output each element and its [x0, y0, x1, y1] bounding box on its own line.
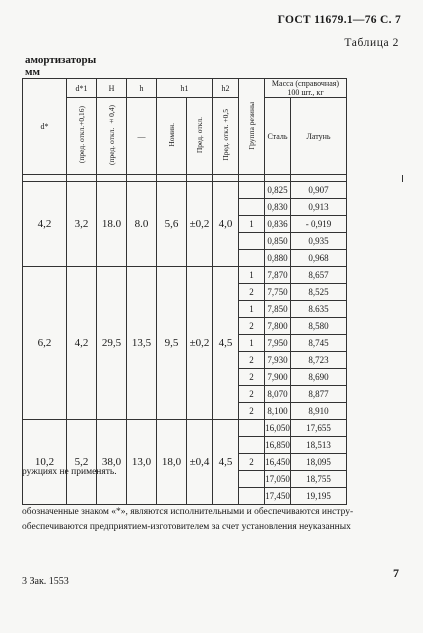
cell-steel: 17,050	[265, 471, 291, 488]
col-h: h	[127, 79, 157, 98]
cell-rubber-group: 2	[239, 284, 265, 301]
cell-d1: 5,2	[67, 420, 97, 505]
order-number: 3 Зак. 1553	[22, 576, 69, 587]
cell-rubber-group: 2	[239, 318, 265, 335]
cell-steel: 7,900	[265, 369, 291, 386]
cell-brass: 0,935	[291, 233, 347, 250]
cell-brass: 18,095	[291, 454, 347, 471]
cell-brass: 8,657	[291, 267, 347, 284]
col-steel: Сталь	[265, 98, 291, 175]
cell-rubber-group: 1	[239, 267, 265, 284]
col-h1-nom: Номин.	[157, 98, 187, 175]
cell-steel: 0,836	[265, 216, 291, 233]
cell-h2: 4,5	[213, 420, 239, 505]
cell-brass: - 0,919	[291, 216, 347, 233]
col-h1: h1	[157, 79, 213, 98]
col-H-tol: (пред. откл. ±0,4)	[97, 98, 127, 175]
col-brass: Латунь	[291, 98, 347, 175]
cell-rubber-group: 2	[239, 454, 265, 471]
cell-h1-nom: 9,5	[157, 267, 187, 420]
cell-steel: 0,850	[265, 233, 291, 250]
cell-rubber-group	[239, 471, 265, 488]
table-body	[23, 175, 403, 505]
cell-h1-nom: 5,6	[157, 182, 187, 267]
cell-brass: 18,513	[291, 437, 347, 454]
cell-steel: 0,825	[265, 182, 291, 199]
cell-H: 18.0	[97, 182, 127, 267]
cell-h: 13,0	[127, 420, 157, 505]
cell-rubber-group: 1	[239, 335, 265, 352]
cell-rubber-group: 2	[239, 386, 265, 403]
cell-brass: 8,877	[291, 386, 347, 403]
page-number: 7	[393, 566, 399, 580]
cell-brass: 0,968	[291, 250, 347, 267]
table-label: Таблица 2	[344, 37, 399, 49]
col-mass: Масса (справочная) 100 шт., кг	[265, 79, 347, 98]
cell-steel: 16,050	[265, 420, 291, 437]
cell-h1-tol: ±0,4	[187, 420, 213, 505]
cell-rubber-group: 2	[239, 369, 265, 386]
cell-steel: 0,830	[265, 199, 291, 216]
col-h1-tol: Пред. откл.	[187, 98, 213, 175]
cell-brass: 8,910	[291, 403, 347, 420]
col-d1: d*1	[67, 79, 97, 98]
cell-rubber-group: 1	[239, 301, 265, 318]
cell-H: 29,5	[97, 267, 127, 420]
cell-rubber-group: 2	[239, 403, 265, 420]
cell-rubber-group	[239, 199, 265, 216]
cell-rubber-group	[239, 437, 265, 454]
cell-d1: 4,2	[67, 267, 97, 420]
cell-steel: 8,070	[265, 386, 291, 403]
cell-brass: 8,723	[291, 352, 347, 369]
cell-brass: 18,755	[291, 471, 347, 488]
cell-d1: 3,2	[67, 182, 97, 267]
cell-brass: 19,195	[291, 488, 347, 505]
table-row	[23, 182, 403, 199]
cell-rubber-group: 1	[239, 216, 265, 233]
cell-steel: 7,950	[265, 335, 291, 352]
cell-d: 4,2	[23, 182, 67, 267]
cell-h1-tol: ±0,2	[187, 267, 213, 420]
table-row	[23, 420, 403, 437]
col-h-dash: —	[127, 98, 157, 175]
cell-rubber-group	[239, 182, 265, 199]
col-h2-tol: Пред. откл. +0,5	[213, 98, 239, 175]
col-d: d*	[23, 79, 67, 175]
cell-rubber-group	[239, 420, 265, 437]
col-rubber-group: Группа резины	[239, 79, 265, 175]
cell-brass: 0,907	[291, 182, 347, 199]
cell-H: 38,0	[97, 420, 127, 505]
cell-brass: 8,580	[291, 318, 347, 335]
cell-brass: 8.635	[291, 301, 347, 318]
cell-rubber-group	[239, 488, 265, 505]
col-d1-tol: (пред. откл.+0,16)	[67, 98, 97, 175]
cell-d: 10,2	[23, 420, 67, 505]
note-line-1: ружциях не применять.	[22, 467, 117, 477]
cell-h1-tol: ±0,2	[187, 182, 213, 267]
cell-brass: 8,745	[291, 335, 347, 352]
cell-rubber-group	[239, 250, 265, 267]
cell-steel: 7,930	[265, 352, 291, 369]
cell-steel: 0,880	[265, 250, 291, 267]
cell-steel: 16,450	[265, 454, 291, 471]
cell-brass: 8,525	[291, 284, 347, 301]
dimensions-table	[22, 78, 403, 505]
table-caption: амортизаторы мм	[25, 54, 97, 78]
cell-d: 6,2	[23, 267, 67, 420]
cell-steel: 7,750	[265, 284, 291, 301]
cell-steel: 7,870	[265, 267, 291, 284]
col-H: H	[97, 79, 127, 98]
document-header-gost: ГОСТ 11679.1—76 С. 7	[277, 14, 401, 26]
cell-steel: 7,800	[265, 318, 291, 335]
table-spacer	[23, 175, 403, 182]
cell-h: 13,5	[127, 267, 157, 420]
cell-brass: 17,655	[291, 420, 347, 437]
cell-brass: 0,913	[291, 199, 347, 216]
note-line-2: обозначенные знаком «*», являются исполнительными и обеспечиваются инстру-	[22, 507, 354, 517]
cell-h1-nom: 18,0	[157, 420, 187, 505]
cell-steel: 8,100	[265, 403, 291, 420]
cell-h2: 4,5	[213, 267, 239, 420]
cell-steel: 7,850	[265, 301, 291, 318]
table-row	[23, 267, 403, 284]
cell-brass: 8,690	[291, 369, 347, 386]
col-h2: h2	[213, 79, 239, 98]
cell-rubber-group: 2	[239, 352, 265, 369]
cell-h2: 4,0	[213, 182, 239, 267]
cell-h: 8.0	[127, 182, 157, 267]
cell-steel: 16,850	[265, 437, 291, 454]
note-line-3: обеспечиваются предприятием-изготовителем за счет установления неуказанных	[22, 522, 351, 532]
cell-steel: 17,450	[265, 488, 291, 505]
cell-rubber-group	[239, 233, 265, 250]
